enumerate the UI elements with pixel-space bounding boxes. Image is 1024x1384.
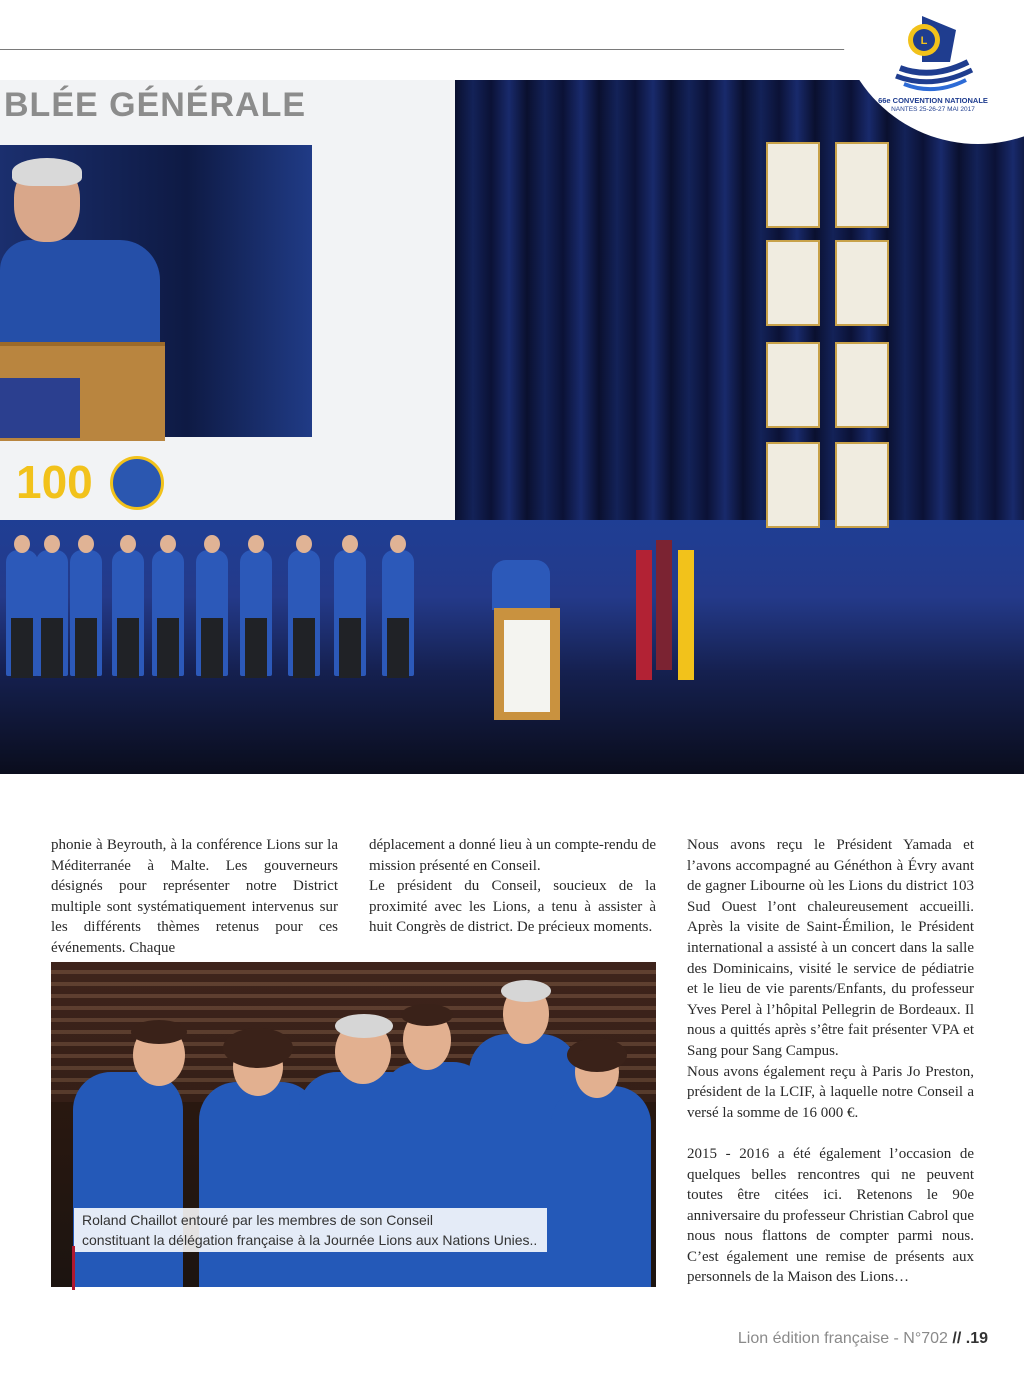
delegate-hair (401, 1004, 453, 1026)
delegate-hair (501, 980, 551, 1002)
paragraph: Le président du Conseil, soucieux de la proximité avec les Lions, a tenu à assister à huit Congrès de district. De précieux moments. (369, 878, 656, 936)
podium-speaker (492, 560, 550, 610)
page-number: .19 (965, 1330, 988, 1347)
flag-yellow (678, 550, 694, 680)
pennant-banner (766, 240, 820, 326)
pennant-banner (835, 342, 889, 428)
photo-caption (74, 1208, 547, 1252)
paragraph: Nous avons également reçu à Paris Jo Preston, président de la LCIF, à laquelle notre Conseil a versé la somme de 16 000 €. (687, 1063, 974, 1121)
delegate-hair (567, 1038, 627, 1072)
speaker-hair (12, 158, 82, 186)
pennant-banner (835, 240, 889, 326)
paragraph-gap (687, 1123, 974, 1144)
council-member (240, 550, 272, 676)
text-column-3 (687, 835, 974, 1288)
convention-logo (876, 10, 986, 100)
paragraph: 2015 - 2016 a été également l’occasion de quelques belles rencontres qui ne peuvent toutes être citées ici. Retenons le 90e anniversaire du professeur Christian Cabrol que nous nous flattons de compter parmi nous. C’est également une remise de présents aux personnels de la Maison des Lions… (687, 1145, 974, 1286)
lions-ship-logo-icon (882, 10, 982, 100)
paragraph: Nous avons reçu le Président Yamada et l’avons accompagné au Généthon à Évry avant de gagner Libourne où les Lions du district 103 Sud Ouest l’ont chaleureusement accueilli. Après la visite de Saint-Émilion, le Président international a assisté à un concert dans la salle des Dominicains, visité le service de pédiatrie et le lieu de vie parents/Enfants, du professeur Yves Perel à l’hôpital Pellegrin de Bordeaux. Il nous a quittés après s’être fait présenter VPA et Sang pour Sang Campus. (687, 837, 974, 1059)
group-photo-un-delegation (51, 962, 656, 1287)
centennial-logo: 100 (16, 456, 93, 508)
flag-red (656, 540, 672, 670)
badge-dates: NANTES 25-26-27 MAI 2017 (891, 106, 975, 113)
pennant-banner (766, 342, 820, 428)
caption-accent-bar (72, 1246, 75, 1290)
publication-name: Lion édition française - N°702 (737, 1330, 948, 1347)
podium-logo-panel (504, 620, 550, 712)
council-member (288, 550, 320, 676)
pennant-banner (835, 142, 889, 228)
caption-line: Roland Chaillot entouré par les membres de son Conseil (82, 1212, 433, 1228)
paragraph: déplacement a donné lieu à un compte-rendu de mission présenté en Conseil. (369, 837, 656, 874)
delegate-hair (131, 1020, 187, 1044)
badge-title: 66e CONVENTION NATIONALE (878, 96, 988, 105)
text-column-2 (369, 835, 656, 938)
footer-separator: // (952, 1330, 962, 1347)
delegate-hair (223, 1028, 293, 1068)
council-member (36, 550, 68, 676)
council-member (70, 550, 102, 676)
speaker-figure (0, 240, 160, 350)
lectern-logo-panel (0, 378, 80, 438)
council-member (152, 550, 184, 676)
delegate-hair (335, 1014, 393, 1038)
caption-line: constituant la délégation française à la Journée Lions aux Nations Unies.. (82, 1232, 538, 1248)
paragraph: phonie à Beyrouth, à la conférence Lions sur la Méditerranée à Malte. Les gouverneurs désignés pour représenter notre District multiple sont systématiquement intervenus sur les différents thèmes retenus pour ces événements. Chaque (51, 837, 338, 956)
svg-text:L: L (920, 35, 928, 47)
text-column-1 (51, 835, 338, 959)
hero-photo-stage (0, 80, 1024, 774)
delegate (73, 1072, 183, 1287)
council-member (6, 550, 38, 676)
screen-title: BLÉE GÉNÉRALE (4, 86, 307, 124)
page-footer (738, 1330, 988, 1348)
delegate (551, 1086, 651, 1287)
council-member (196, 550, 228, 676)
lions-seal-icon (110, 456, 164, 510)
council-member (334, 550, 366, 676)
pennant-banner (766, 442, 820, 528)
pennant-banner (835, 442, 889, 528)
council-member (382, 550, 414, 676)
flag-usa (636, 550, 652, 680)
header-rule (0, 49, 856, 50)
council-member (112, 550, 144, 676)
pennant-banner (766, 142, 820, 228)
projection-screen (0, 80, 455, 520)
